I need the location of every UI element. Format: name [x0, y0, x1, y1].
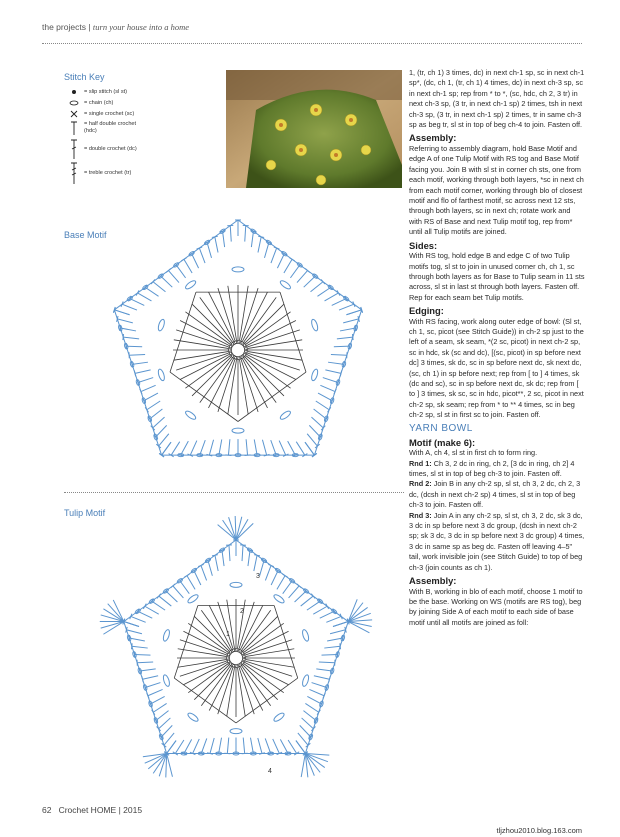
double-crochet-icon: [64, 138, 84, 160]
round-1-body: Ch 3, 2 dc in ring, ch 2, [3 dc in ring, ch 2] 4 times, sl st in top of beg ch-3 to join. Fasten off.: [409, 458, 575, 478]
header-divider: [42, 43, 582, 44]
key-label: = slip stitch (sl st): [84, 88, 128, 95]
diagram-divider: [64, 492, 404, 493]
tulip-motif-label: Tulip Motif: [64, 508, 106, 518]
page-header: [42, 22, 189, 32]
key-row-chain: [64, 97, 224, 108]
edging-heading: Edging:: [409, 305, 444, 317]
page-number: 62: [42, 805, 52, 815]
round-2-paragraph: [409, 479, 585, 510]
motif-paragraph: With A, ch 4, sl st in first ch to form ring.: [409, 448, 538, 458]
round-3-paragraph: [409, 511, 585, 573]
header-tagline: turn your house into a home: [92, 22, 190, 32]
edging-paragraph: With RS facing, work along outer edge of bowl: (Sl st, ch 1, sc, picot (see Stitch Guide)) in ch-2 sp just to the left of a seam, sk seam, *(2 sc, picot) in next ch-2 sp, sc in hdc, sk (sc and dc), [(sc, picot) in sp before next dc] 3 times, sk dc, sc in sp before next dc, sk next dc, (sc, ch 1) in sp before next; rep from [ to ] 4 times, sk (dc and sc), sc in sp before next dc, sk dc; rep from [ to ] 3 times, sk sc, sc in hdc, picot**, 2 sc, picot in next ch-2 sp, sk seam; rep from * to ** 4 times, sc in beg ch-2 sp, sl st in first sc to join. Fasten off.: [409, 316, 584, 420]
round-number-2: 2: [240, 608, 244, 615]
key-label: = single crochet (sc): [84, 110, 135, 117]
motif-heading: Motif (make 6):: [409, 436, 476, 448]
assembly-paragraph-2: With B, working in blo of each motif, choose 1 motif to be the base. Working on WS (motifs are RS tog), beg by joining Side A of each motif to each side of base motif until all motifs are joined as foll:: [409, 586, 583, 627]
header-separator: |: [88, 22, 91, 32]
round-number-3: 3: [256, 573, 260, 580]
key-label: = chain (ch): [84, 99, 114, 106]
issue-year: 2015: [123, 805, 143, 815]
round-2-label: Rnd 2:: [409, 479, 432, 489]
stitch-key-title: Stitch Key: [64, 72, 105, 82]
key-row-single-crochet: [64, 108, 224, 119]
key-row-hdc: [64, 119, 224, 137]
header-section: the projects: [42, 22, 86, 32]
key-row-treble-crochet: [64, 161, 224, 185]
base-motif-label: Base Motif: [64, 230, 107, 240]
round-3-body: Join A in any ch-2 sp, sl st, ch 3, 2 dc, sk 3 dc, 3 dc in sp before next 3 dc group, (dcsh in next ch-2 sp; sk 3 dc, 3 dc in sp before next 3 dc group) 4 times, 3 dc in same sp as beg dc. Fasten off leaving 4–5" tail, work invisible join (see Stitch Guide) to top of beg ch-3 (join counts as ch 1).: [409, 510, 585, 572]
watermark: tljzhou2010.blog.163.com: [496, 826, 582, 835]
tulip-motif-diagram: [68, 508, 408, 793]
key-label: = treble crochet (tr): [84, 170, 132, 176]
slip-stitch-icon: [64, 88, 84, 96]
round-number-1: 1: [226, 631, 230, 638]
key-row-double-crochet: [64, 137, 224, 161]
key-label: = half double crochet (hdc): [84, 121, 137, 134]
yarn-bowl-photo: [226, 70, 402, 188]
yarn-bowl-section-title: YARN BOWL: [409, 422, 473, 434]
chain-icon: [64, 99, 84, 107]
sides-heading: Sides:: [409, 239, 438, 251]
intro-paragraph: 1, (tr, ch 1) 3 times, dc) in next ch-1 sp, sc in next ch-1 sp*, (dc, ch 1, (tr, ch 1) 4 times, dc) in next ch-3 sp, sc in next ch-1 sp; rep from * to *, (sc, hdc, ch 2, 3 tr) in next ch-3 sp, (3 tr, in next ch-1 sp) 2 times, tsh in next ch-3 sp, (3 tr, in next ch-1 sp) 2 times, tr in same ch-3 sp as beg tr, sl st in top of beg ch-4 to join. Fasten off.: [409, 68, 585, 130]
stitch-key: [64, 72, 224, 185]
treble-crochet-icon: [64, 161, 84, 185]
round-1-label: Rnd 1:: [409, 458, 432, 468]
round-2-body: Join B in any ch-2 sp, sl st, ch 3, 2 dc, ch 2, 3 dc, (dcsh in next ch-2 sp) 4 times, sl st in top of beg ch-3 to join. Fasten off.: [409, 479, 581, 510]
assembly-heading: Assembly:: [409, 132, 457, 144]
assembly-heading-2: Assembly:: [409, 575, 457, 587]
sides-paragraph: With RS tog, hold edge B and edge C of two Tulip motifs tog, sl st to join in unused corner ch, ch 1, sc through both layers as for Base to Tulip seam in 11 sts across, sl st in last st through both layers. Fasten off. Rep for each seam bet Tulip motifs.: [409, 251, 585, 302]
base-motif-diagram: [70, 205, 410, 475]
round-number-4: 4: [268, 768, 272, 775]
page-footer: [42, 805, 142, 815]
magazine-title: Crochet HOME: [58, 805, 117, 815]
key-label: = double crochet (dc): [84, 146, 137, 152]
footer-separator: |: [118, 805, 121, 815]
key-row-slip-stitch: [64, 86, 224, 97]
half-double-crochet-icon: [64, 120, 84, 136]
single-crochet-icon: [64, 109, 84, 119]
round-1-paragraph: [409, 459, 585, 480]
pattern-text-column: [409, 68, 585, 628]
assembly-paragraph: Referring to assembly diagram, hold Base Motif and edge A of one Tulip Motif with RS tog and Base Motif facing you. Join B with sl st in corner ch sts, one from each motif, working through both layers, *sc in next ch from each motif corner, working through blo of closest motif and flo of farthest motif, sc across next 12 sts, through both layers, sc in next ch; rotate work and with RS of Base and next Tulip motif tog, rep from* until all Tulip motifs are joined.: [409, 143, 584, 237]
round-3-label: Rnd 3:: [409, 510, 432, 520]
